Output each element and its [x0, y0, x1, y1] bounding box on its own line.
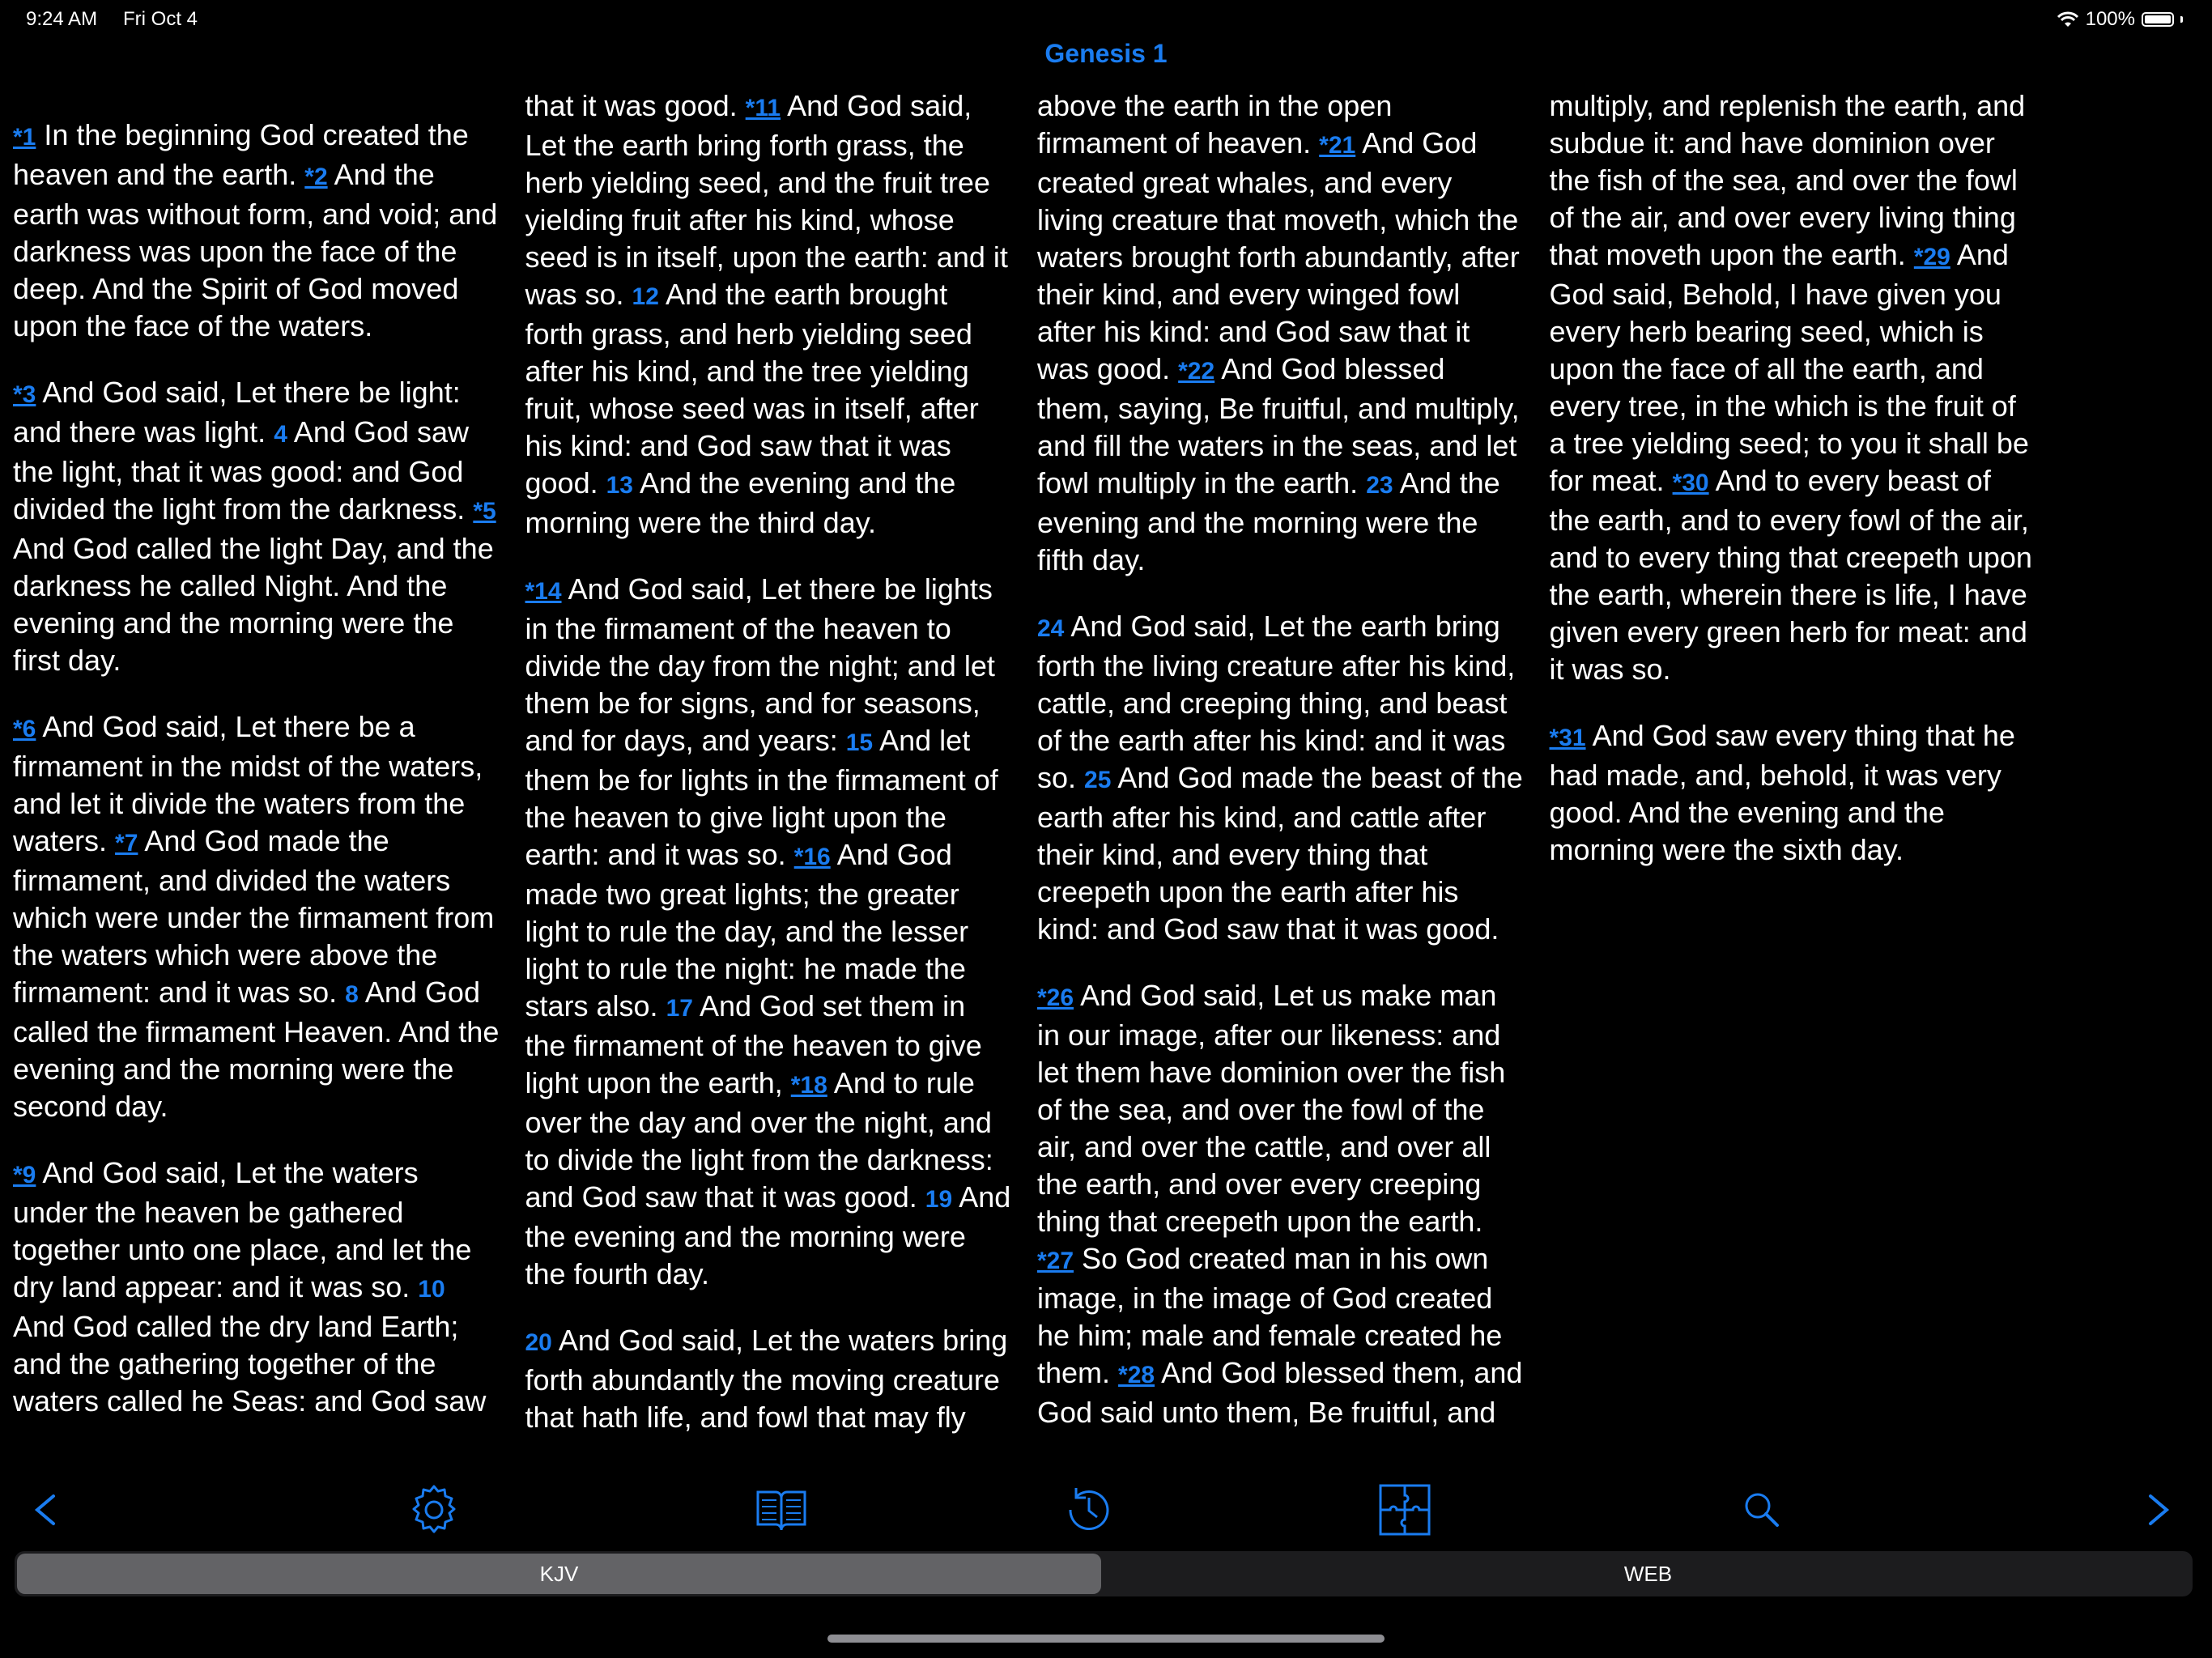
verse-number: 10	[418, 1276, 445, 1303]
verse-number[interactable]: *6	[13, 716, 36, 742]
verse-text: So God created man in his own image, in the image of God created he him; male and female created he them.	[1037, 1242, 1503, 1389]
chevron-right-icon	[2142, 1490, 2175, 1530]
verse-text: And God set them in the firmament of the heaven to give light upon the earth,	[525, 989, 982, 1099]
verse-number[interactable]: *16	[793, 844, 831, 870]
translation-segmented-control	[15, 1551, 2193, 1596]
settings-button[interactable]	[402, 1482, 466, 1538]
verse-number[interactable]: *18	[790, 1072, 827, 1099]
status-bar	[0, 0, 2212, 39]
battery-tip	[2180, 16, 2183, 23]
verse-text: And God said, Let the waters bring forth abundantly the moving creature that hath life, and fowl that may fly above the earth in the open firmament of heaven.	[525, 89, 1393, 1434]
verse-number[interactable]: *5	[473, 498, 496, 525]
verse-number[interactable]: *26	[1037, 984, 1074, 1011]
verse-text: And God said, Let there be a firmament in the midst of the waters, and let it divide the waters from the waters.	[13, 710, 483, 857]
verse-number: 13	[606, 472, 633, 499]
wifi-icon	[2057, 11, 2079, 28]
translation-option-kjv[interactable]: KJV	[17, 1554, 1101, 1594]
home-indicator[interactable]	[827, 1635, 1385, 1643]
verse-number: 17	[666, 995, 693, 1022]
verse-number[interactable]: *29	[1913, 244, 1950, 270]
verse-number: 25	[1084, 767, 1112, 793]
verse-number[interactable]: *28	[1118, 1362, 1155, 1388]
verse-text: And God made two great lights; the greater light to rule the day, and the lesser light to rule the night: he made the stars also.	[525, 838, 969, 1022]
verse-number[interactable]: *3	[13, 381, 36, 408]
verse-number: 12	[632, 283, 659, 310]
verse-text: And God blessed them, saying, Be fruitful, and multiply, and fill the waters in the seas, and let fowl multiply in the earth.	[1037, 352, 1520, 500]
verse-number[interactable]: *21	[1319, 132, 1356, 159]
verse-text: And God said, Let us make man in our image, after our likeness: and let them have dominion over the fish of the sea, and over the fowl of the air, and over the cattle, and over all the earth, and over every creeping thing that creepeth upon the earth.	[1037, 979, 1506, 1238]
verse-text: And God said, Let the earth bring forth grass, the herb yielding seed, and the fruit tree yielding fruit after his kind, whose seed is in itself, upon the earth: and it was so.	[525, 89, 1008, 311]
verse-paragraph	[13, 117, 501, 345]
verse-text: And God made the beast of the earth after his kind, and cattle after their kind, and every thing that creepeth upon the earth after his kind: and God saw that it was good.	[1037, 761, 1523, 946]
history-button[interactable]	[1057, 1482, 1121, 1538]
verse-number: 20	[525, 1329, 552, 1356]
battery-icon	[2142, 12, 2174, 27]
verse-number: 19	[925, 1186, 953, 1213]
book-icon	[755, 1486, 808, 1534]
verse-paragraph	[1037, 608, 1525, 948]
verse-number: 24	[1037, 615, 1065, 642]
verse-number: 8	[345, 981, 359, 1008]
chapter-text	[13, 87, 2037, 1448]
gear-icon	[407, 1483, 461, 1537]
battery-percent: 100%	[2085, 8, 2135, 30]
verse-text: And God called the light Day, and the darkness he called Night. And the evening and the morning were the first day.	[13, 532, 494, 677]
history-clock-icon	[1062, 1483, 1116, 1537]
verse-text: And God said, Let there be lights in the firmament of the heaven to divide the day from the night; and let them be for signs, and for seasons, and for days, and years:	[525, 572, 995, 757]
verse-text: And God called the dry land Earth; and the gathering together of the waters called he Seas: and God saw that it was good.	[13, 89, 746, 1418]
verse-text: And God said, Let there be light: and there was light.	[13, 376, 461, 449]
verse-text: And God said, Let the earth bring forth the living creature after his kind, cattle, and creeping thing, and beast of the earth after his kind: and it was so.	[1037, 610, 1516, 794]
verse-text: And the earth was without form, and void; and darkness was upon the face of the deep. And the Spirit of God moved upon the face of the waters.	[13, 158, 498, 342]
verse-number: 23	[1366, 472, 1393, 499]
next-chapter-button[interactable]	[2126, 1482, 2191, 1538]
prev-chapter-button[interactable]	[13, 1482, 78, 1538]
verse-number[interactable]: *27	[1037, 1248, 1074, 1274]
books-button[interactable]	[749, 1482, 814, 1538]
verse-number: 15	[845, 729, 874, 756]
verse-paragraph	[13, 374, 501, 679]
verse-text: And God saw the light, that it was good: and God divided the light from the darkness.	[13, 415, 474, 525]
verse-text: And God created great whales, and every living creature that moveth, which the waters brought forth abundantly, after their kind, and every winged fowl after his kind: and God saw that it was good.	[1037, 126, 1520, 385]
verse-number[interactable]: *31	[1549, 725, 1586, 751]
verse-paragraph	[525, 571, 1014, 1293]
puzzle-icon	[1378, 1483, 1431, 1537]
verse-number[interactable]: *14	[525, 578, 562, 605]
verse-text: In the beginning God created the heaven and the earth.	[13, 118, 469, 191]
verse-number[interactable]: *7	[115, 830, 138, 857]
verse-number[interactable]: *11	[745, 95, 781, 121]
verse-paragraph	[1550, 717, 2038, 869]
bottom-toolbar	[0, 1482, 2212, 1538]
verse-text: And the evening and the morning were the third day.	[525, 466, 956, 539]
verse-number: 4	[274, 421, 287, 448]
verse-text: And to every beast of the earth, and to every fowl of the air, and to every thing that creepeth upon the earth, wherein there is life, I have given every green herb for meat: and it was so.	[1549, 464, 2032, 686]
verse-text: And the evening and the morning were the fifth day.	[1037, 466, 1500, 576]
verse-text: And God called the firmament Heaven. And the evening and the morning were the second day.	[13, 976, 500, 1123]
chapter-title[interactable]: Genesis 1	[1044, 39, 1168, 68]
verse-text: And God blessed them, and God said unto them, Be fruitful, and multiply, and replenish the earth, and subdue it: and have dominion over the fish of the sea, and over the fowl of the air, and over every living thing that moveth upon the earth.	[1037, 89, 2026, 1429]
verse-number[interactable]: *1	[13, 124, 36, 151]
verse-text: And the evening and the morning were the fourth day.	[525, 1180, 1011, 1290]
verse-text: And God saw every thing that he had made, and, behold, it was very good. And the evening and the morning were the sixth day.	[1549, 719, 2015, 866]
verse-number[interactable]: *2	[304, 164, 328, 190]
search-button[interactable]	[1729, 1482, 1794, 1538]
verse-text: And to rule over the day and over the night, and to divide the light from the darkness: and God saw that it was good.	[525, 1066, 993, 1214]
status-date: Fri Oct 4	[123, 8, 198, 30]
verse-number[interactable]: *9	[13, 1162, 36, 1188]
verse-text: And God said, Behold, I have given you every herb bearing seed, which is upon the face of all the earth, and every tree, in the which is the fruit of a tree yielding seed; to you it shall be for meat.	[1549, 238, 2029, 497]
translation-option-web[interactable]: WEB	[1623, 1561, 1673, 1586]
verse-number[interactable]: *22	[1178, 358, 1215, 385]
verse-number[interactable]: *30	[1672, 470, 1709, 496]
status-time: 9:24 AM	[26, 8, 98, 30]
status-right	[2057, 8, 2183, 31]
puzzle-button[interactable]	[1372, 1482, 1437, 1538]
verse-text: And God made the firmament, and divided the waters which were under the firmament from the waters which were above the firmament: and it was so.	[13, 824, 495, 1009]
verse-text: And let them be for lights in the firmament of the heaven to give light upon the earth: and it was so.	[525, 724, 998, 871]
verse-text: And the earth brought forth grass, and herb yielding seed after his kind, and the tree yielding fruit, whose seed was in itself, after his kind: and God saw that it was good.	[525, 278, 979, 500]
verse-paragraph	[13, 708, 501, 1125]
verse-text: And God said, Let the waters under the heaven be gathered together unto one place, and let the dry land appear: and it was so.	[13, 1156, 472, 1303]
search-icon	[1742, 1490, 1782, 1530]
chevron-left-icon	[29, 1490, 62, 1530]
